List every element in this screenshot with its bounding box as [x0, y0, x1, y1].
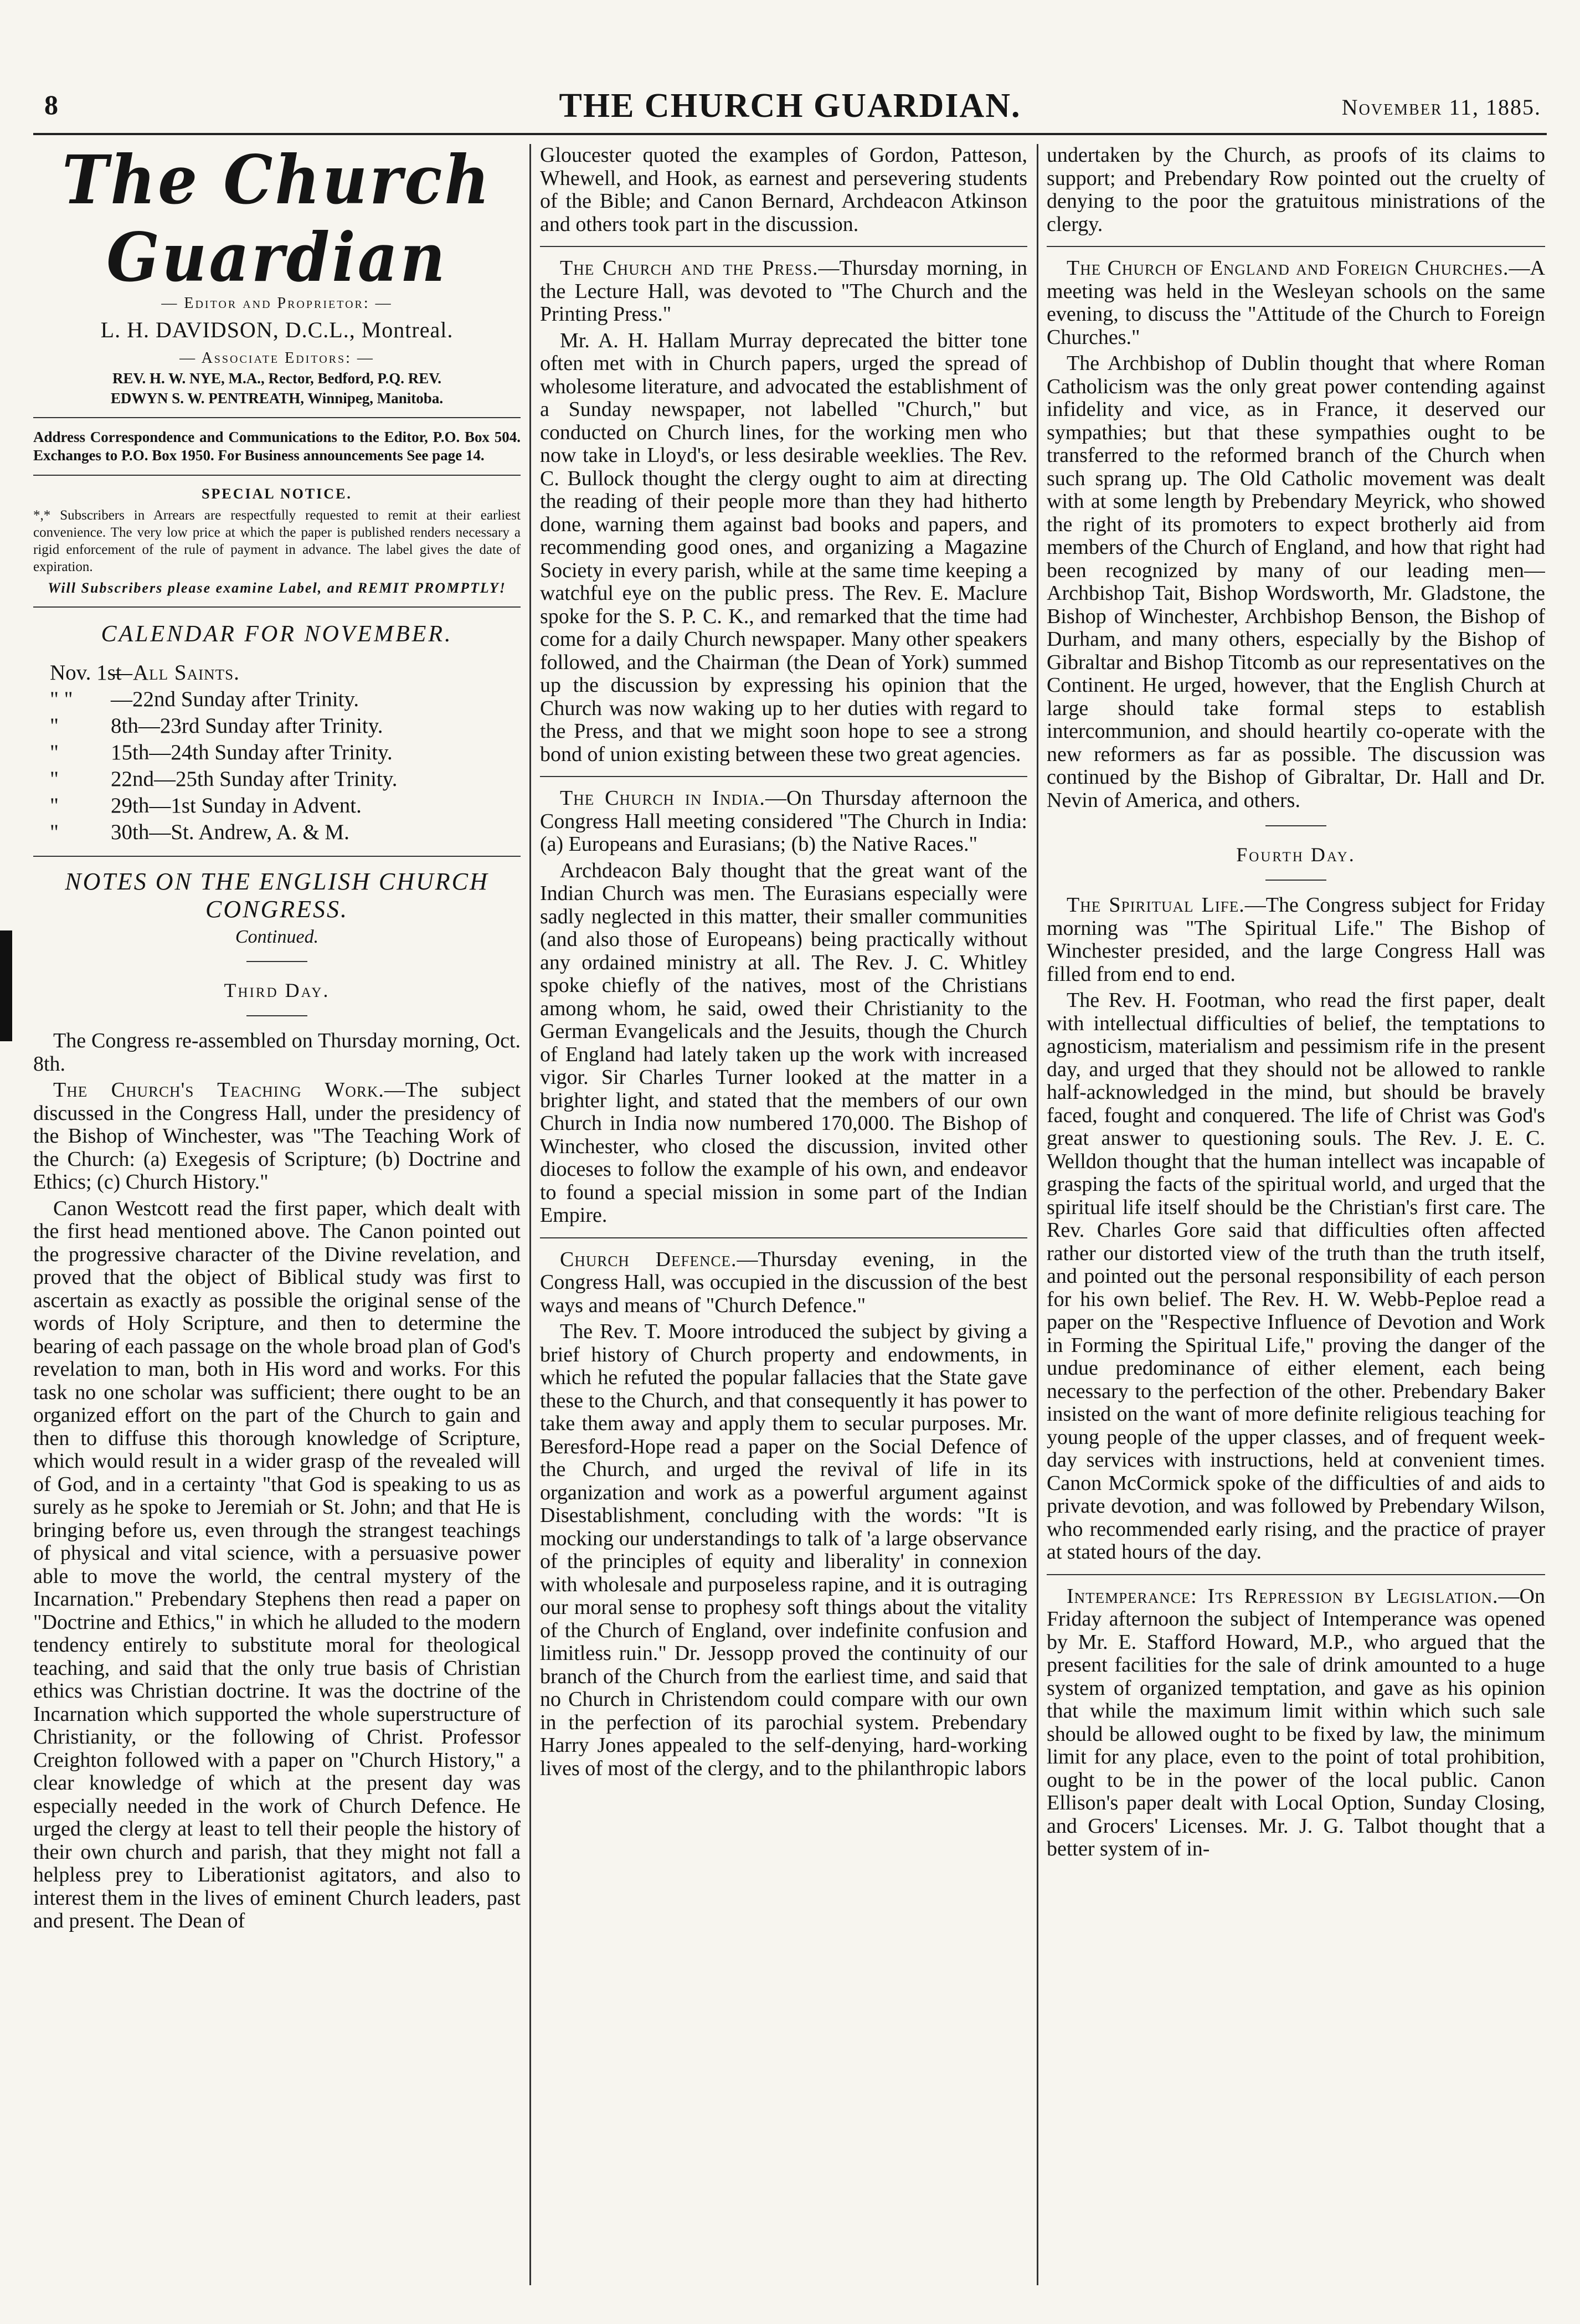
- column-rule: [1037, 144, 1038, 2285]
- paragraph-lead: The Spiritual Life.: [1067, 893, 1245, 917]
- paragraph: Gloucester quoted the examples of Gordon, Patteson, Whewell, and Hook, as earnest and persevering students of the Bible; and Canon Bernard, Archdeacon Atkinson and others took part in the discussion.: [540, 144, 1027, 236]
- divider: [1047, 1574, 1545, 1575]
- issue-date: November 11, 1885.: [1341, 95, 1541, 120]
- calendar-entry: " 30th—St. Andrew, A. & M.: [50, 820, 349, 844]
- paragraph: The Rev. T. Moore introduced the subject by giving a brief history of Church property and endowments, in which he refuted the popular fallacies that the State gave these to the Church, and that consequently it has power to take them away and apply them to secular purposes. Mr. Beresford-Hope read a paper on the Social Defence of the Church, and urged the revival of life in its organization and work as a powerful argument against Disestablishment, concluding with the words: "It is mocking our understandings to talk of 'a large observance of the principles of equity and liberality' in connexion with wholesale and purposeless rapine, and it is outraging our moral sense to prophesy soft things about the vitality of the Church of England, over indefinite confusion and limitless ruin." Dr. Jessopp proved the continuity of our branch of the Church from the earliest time, and said that no Church in Christendom could compare with our own in the perfection of its parochial system. Prebendary Harry Jones appealed to the self-denying, hard-working lives of most of the clergy, and to the philanthropic labors: [540, 1320, 1027, 1780]
- remit-notice: Will Subscribers please examine Label, and REMIT PROMPTLY!: [48, 580, 506, 596]
- paragraph: The Congress re-assembled on Thursday morning, Oct. 8th.: [33, 1029, 521, 1076]
- associate-editor-line: EDWYN S. W. PENTREATH, Winnipeg, Manitoba.: [110, 390, 444, 407]
- calendar-entry: " 29th—1st Sunday in Advent.: [50, 794, 362, 817]
- paragraph: Mr. A. H. Hallam Murray deprecated the bitter tone often met with in Church papers, urged the spread of wholesome literature, and advocated the establishment of a Sunday newspaper, not labelled "Church," but conducted on Church lines, for the working men who now take in Lloyd's, or less desirable weeklies. The Rev. C. Bullock thought the clergy ought to aim at directing the reading of their people more than they had hitherto done, warning them against bad books and papers, and recommending good ones, and organizing a Magazine Society in every parish, while at the same time keeping a watchful eye on the public press. The Rev. E. Maclure spoke for the S. P. C. K., and remarked that the time had come for a daily Church newspaper. Many other speakers followed, and the Chairman (the Dean of York) summed up the discussion by expressing his opinion that the Church was now waking up to her duties with regard to the Press, and that we might soon hope to see a strong bond of union existing between these two great agencies.: [540, 328, 1027, 766]
- paragraph: The Church in India.—On Thursday afternoon the Congress Hall meeting considered "The Church in India: (a) Europeans and Eurasians; (b) the Native Races.": [540, 786, 1027, 856]
- paragraph-lead: Intemperance: Its Repression by Legislation.: [1067, 1584, 1499, 1608]
- paragraph: Church Defence.—Thursday evening, in the Congress Hall, was occupied in the discussion of the best ways and means of "Church Defence.": [540, 1247, 1027, 1317]
- divider: [33, 417, 521, 418]
- paragraph: The Rev. H. Footman, who read the first paper, dealt with intellectual difficulties of belief, the temptations to agnosticism, materialism and pessimism rife in the present day, and urged that they should not be allowed to rankle half-acknowledged in the mind, but should be bravely faced, fought and conquered. The life of Christ was God's great answer to questioning souls. The Rev. J. E. C. Welldon thought that the human intellect was incapable of grasping the facts of the spiritual world, and urged that the spiritual life itself should be the Christian's first care. The Rev. Charles Gore said that difficulties often affected rather our distorted view of the truth than the truth itself, and pointed out the personal responsibility of each person for his own belief. The Rev. H. W. Webb-Peploe read a paper on the "Respective Influence of Devotion and Work in Forming the Spiritual Life," proving the danger of the undue predominance of either element, each being necessary to the perfection of the other. Prebendary Baker insisted on the want of more definite religious teaching for young people of the upper classes, and of frequent week-day services with instructions, held at convenient times. Canon McCormick spoke of the difficulties of and aids to private devotion, and was followed by Prebendary Wilson, who recommended early rising, and the practice of prayer at stated hours of the day.: [1047, 989, 1545, 1564]
- divider: [1047, 246, 1545, 247]
- calendar-entry: Nov. 1st—All Saints.: [50, 661, 240, 685]
- paper-title: The Church Guardian: [62, 144, 492, 297]
- paragraph-lead: The Church of England and Foreign Churches.: [1067, 256, 1509, 280]
- calendar-entry: " 22nd—25th Sunday after Trinity.: [50, 767, 398, 791]
- special-notice-heading: SPECIAL NOTICE.: [202, 486, 352, 502]
- column-3: [1047, 144, 1545, 2285]
- column-rule: [529, 144, 531, 2285]
- paragraph: The Church and the Press.—Thursday morning, in the Lecture Hall, was devoted to "The Church and the Printing Press.": [540, 256, 1027, 326]
- paragraph: Intemperance: Its Repression by Legislation.—On Friday afternoon the subject of Intemperance was opened by Mr. E. Stafford Howard, M.P., who argued that the present facilities for the sale of drink amounted to a huge system of organized temptation, and gave as his opinion that while the maximum limit within which such sale should be allowed ought to be fixed by law, the minimum limit for any place, even to the point of total prohibition, ought to be in the power of the local public. Canon Ellison's paper dealt with Local Option, Sunday Closing, and Grocers' Licenses. Mr. J. G. Talbot thought that a better system of in-: [1047, 1584, 1545, 1860]
- divider: [246, 961, 307, 962]
- paragraph: The Spiritual Life.—The Congress subject for Friday morning was "The Spiritual Life." The Bishop of Winchester presided, and the large Congress Hall was filled from end to end.: [1047, 893, 1545, 986]
- divider: [1265, 880, 1326, 881]
- special-notice-text: *,* Subscribers in Arrears are respectfully requested to remit at their earliest convenience. The very low price at which the paper is published renders necessary a rigid enforcement of the rule of payment in advance. The label gives the date of expiration.: [33, 508, 521, 574]
- divider: [33, 606, 521, 608]
- paragraph: Canon Westcott read the first paper, which dealt with the first head mentioned above. The Canon pointed out the progressive character of the Divine revelation, and proved that the object of Biblical study was first to ascertain as exactly as possible the original sense of the words of Holy Scripture, and then to determine the bearing of each passage on the whole broad plan of God's revelation to man, both in His word and works. For this task no one scholar was sufficient; there ought to be an organized effort on the part of the Church to gain and then to diffuse this thorough knowledge of Scripture, which would result in a wider grasp of the revealed will of God, and in a certainty "that God is speaking to us as surely as he spoke to Jeremiah or St. John; and that He is bringing before us, even through the strangest teachings of physical and vital science, with a persuasive power able to move the world, the central mystery of the Incarnation." Prebendary Stephens then read a paper on "Doctrine and Ethics," in which he alluded to the modern tendency entirely to substitute moral for theological teaching, and said that the only true basis of Christian ethics was Christian doctrine. It was the doctrine of the Incarnation which supported the whole superstructure of Christianity, or the following of Christ. Professor Creighton followed with a paper on "Church History," a clear knowledge of which at the present day was especially needed in the work of Church Defence. He urged the clergy at least to tell their people the history of their own church and parish, that they might not fall a helpless prey to Liberationist agitators, and also to interest them in the lives of eminent Church leaders, past and present. The Dean of: [33, 1196, 521, 1932]
- calendar-title: CALENDAR FOR NOVEMBER.: [101, 621, 453, 647]
- column-1: [33, 144, 521, 2285]
- paragraph: undertaken by the Church, as proofs of its claims to support; and Prebendary Row pointed out the cruelty of denying to the poor the gratuitous ministrations of the clergy.: [1047, 144, 1545, 236]
- address-notice: Address Correspondence and Communications to the Editor, P.O. Box 504. Exchanges to P.O. Box 1950. For Business announcements See page 14.: [33, 429, 521, 464]
- calendar-entry: " " —22nd Sunday after Trinity.: [50, 687, 359, 711]
- article-continued: Continued.: [235, 927, 319, 947]
- paragraph: The Church of England and Foreign Churches.—A meeting was held in the Wesleyan schools on the same evening, to discuss the "Attitude of the Church to Foreign Churches.": [1047, 256, 1545, 349]
- editor-label: — Editor and Proprietor: —: [161, 295, 393, 312]
- divider: [1265, 825, 1326, 826]
- paragraph-lead: The Church's Teaching Work.: [53, 1078, 384, 1102]
- editor-name: L. H. DAVIDSON, D.C.L., Montreal.: [100, 317, 454, 342]
- paragraph: The Church's Teaching Work.—The subject discussed in the Congress Hall, under the presidency of the Bishop of Winchester, was "The Teaching Work of the Church: (a) Exegesis of Scripture; (b) Doctrine and Ethics; (c) Church History.": [33, 1078, 521, 1194]
- masthead-title: THE CHURCH GUARDIAN.: [559, 87, 1021, 125]
- page-header: [33, 89, 1547, 135]
- paragraph: The Archbishop of Dublin thought that where Roman Catholicism was the only great power contending against infidelity and vice, as in France, it deserved our sympathies; but that these sympathies ought to be transferred to the reformed branch of the Church when such sprang up. The Old Catholic movement was dealt with at some length by Prebendary Meyrick, who showed the right of its promoters to expect brotherly aid from members of the Church of England, and how that right had been recognized by many of our leading men—Archbishop Tait, Bishop Wordsworth, Mr. Gladstone, the Bishop of Winchester, Archbishop Benson, the Bishop of Durham, and many others, especially by the Bishop of Gibraltar and Bishop Titcomb as our representatives on the Continent. He urged, however, that the English Church at large should take formal steps to establish intercommunion, and should heartily co-operate with the new reformers as far as possible. The discussion was continued by the Bishop of Gibraltar, Dr. Hall and Dr. Nevin of America, and others.: [1047, 352, 1545, 812]
- divider: [540, 246, 1027, 247]
- calendar-entry: " 8th—23rd Sunday after Trinity.: [50, 714, 383, 738]
- divider: [246, 1015, 307, 1016]
- associate-editor-line: REV. H. W. NYE, M.A., Rector, Bedford, P.Q. REV.: [112, 370, 442, 387]
- divider: [540, 1237, 1027, 1238]
- divider: [33, 475, 521, 476]
- paragraph-lead: Church Defence.: [560, 1247, 737, 1271]
- divider: [540, 776, 1027, 777]
- divider: [33, 856, 521, 857]
- calendar-entry: " 15th—24th Sunday after Trinity.: [50, 741, 393, 764]
- associate-editors-label: — Associate Editors: —: [179, 349, 374, 367]
- page-number: 8: [44, 89, 58, 120]
- paragraph: Archdeacon Baly thought that the great want of the Indian Church was men. The Eurasians especially were sadly neglected in this matter, their smaller communities (and also those of Europeans) being practically without any ordained ministry at all. The Rev. J. C. Whitley spoke chiefly of the natives, most of the Christians among whom, he said, owed their Christianity to the German Evangelicals and the Jesuits, though the Church of England had lately taken up the work with increased vigor. Sir Charles Turner looked at the matter in a brighter light, and stated that the members of our own Church in India now numbered 170,000. The Bishop of Winchester, who closed the discussion, invited other dioceses to follow the example of his own, and endeavor to found a special mission in some part of the Indian Empire.: [540, 858, 1027, 1227]
- paragraph-lead: The Church and the Press.: [560, 256, 819, 280]
- section-heading: Third Day.: [224, 979, 330, 1001]
- section-heading: Fourth Day.: [1236, 844, 1356, 866]
- article-title: NOTES ON THE ENGLISH CHURCH CONGRESS.: [65, 868, 489, 923]
- paragraph-lead: The Church in India.: [560, 786, 765, 810]
- margin-mark: [0, 930, 12, 1041]
- column-2: [540, 144, 1027, 2285]
